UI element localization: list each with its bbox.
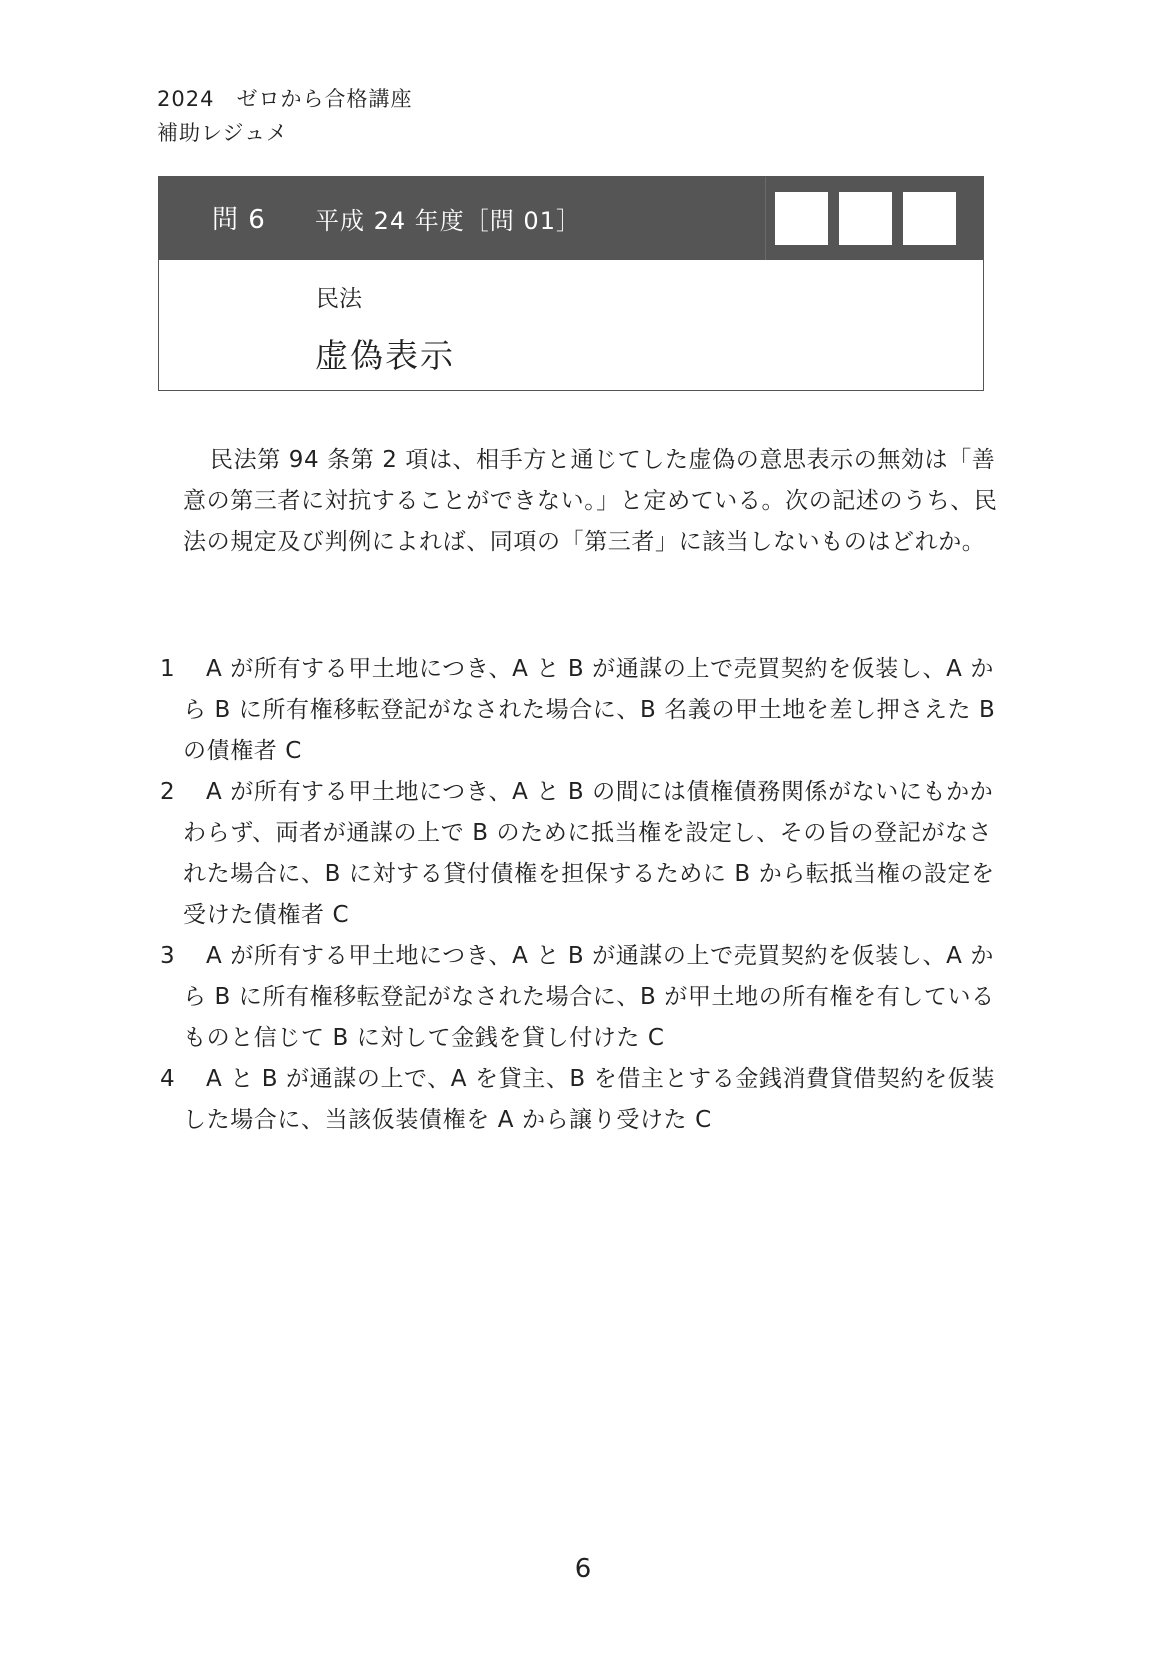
header-divider xyxy=(765,177,766,260)
choice-number: 3 xyxy=(160,943,176,969)
choice-text: A が所有する甲土地につき、A と B が通謀の上で売買契約を仮装し、A から B に所有権移転登記がなされた場合に、B が甲土地の所有権を有しているものと信じて B に対して金銭を貸し付けた C xyxy=(183,943,995,1051)
choice-number: 2 xyxy=(160,779,176,805)
choice-list xyxy=(160,649,1012,1141)
question-intro: 民法第 94 条第 2 項は、相手方と通じてした虚偽の意思表示の無効は「善意の第三者に対抗することができない。」と定めている。次の記述のうち、民法の規定及び判例によれば、同項の「第三者」に該当しないものはどれか。 xyxy=(183,447,998,555)
course-header xyxy=(157,82,412,150)
question-subject: 民法 xyxy=(316,286,362,312)
choice-text: A と B が通謀の上で、A を貸主、B を借主とする金銭消費貸借契約を仮装した場合に、当該仮装債権を A から譲り受けた C xyxy=(183,1066,995,1133)
choice-item-2 xyxy=(160,772,1012,936)
question-number: 問 6 xyxy=(212,205,266,235)
choice-item-3 xyxy=(160,936,1012,1059)
check-box-3[interactable] xyxy=(903,192,956,245)
page-number: 6 xyxy=(574,1554,592,1584)
course-title: 2024 ゼロから合格講座 xyxy=(157,87,413,111)
check-box-1[interactable] xyxy=(775,192,828,245)
question-box xyxy=(158,176,984,391)
choice-number: 4 xyxy=(160,1066,176,1092)
choice-number: 1 xyxy=(160,656,176,682)
question-topic: 虚偽表示 xyxy=(315,336,455,375)
check-box-2[interactable] xyxy=(839,192,892,245)
question-header-bar xyxy=(159,177,983,260)
question-year: 平成 24 年度［問 01］ xyxy=(315,207,581,235)
choice-item-1 xyxy=(160,649,1012,772)
course-subtitle: 補助レジュメ xyxy=(157,121,289,145)
choice-item-4 xyxy=(160,1059,1012,1141)
choice-text: A が所有する甲土地につき、A と B が通謀の上で売買契約を仮装し、A から B に所有権移転登記がなされた場合に、B 名義の甲土地を差し押さえた B の債権者 C xyxy=(183,656,996,764)
choice-text: A が所有する甲土地につき、A と B の間には債権債務関係がないにもかかわらず、両者が通謀の上で B のために抵当権を設定し、その旨の登記がなされた場合に、B に対する貸付債権を担保するために B から転抵当権の設定を受けた債権者 C xyxy=(183,779,995,928)
